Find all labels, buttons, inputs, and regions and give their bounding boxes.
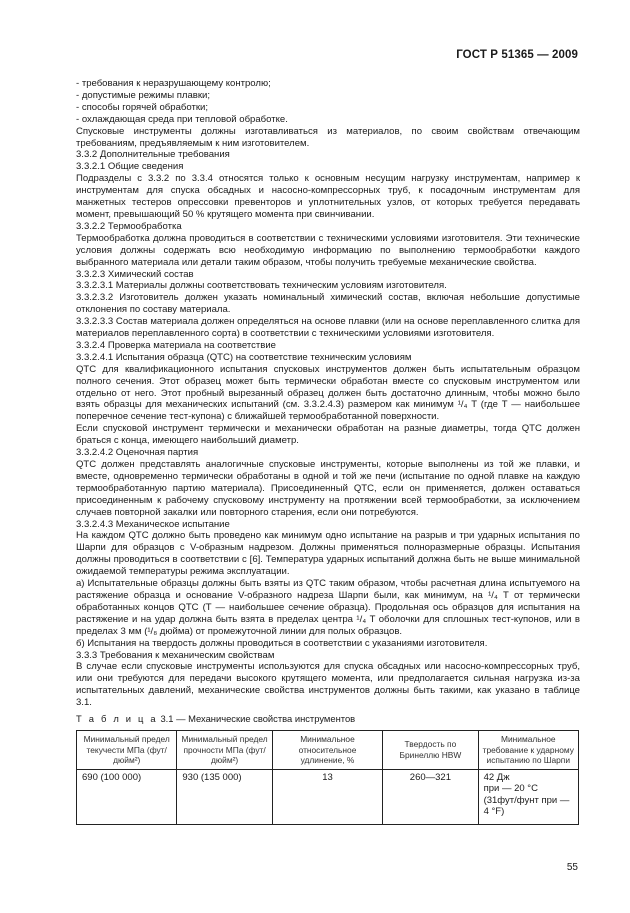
section-heading: 3.3.2.4.1 Испытания образца (QTC) на соответствие техническим условиям (76, 351, 412, 363)
column-header: Минимальный предел прочности МПа (фут/ дюйм²) (177, 731, 272, 770)
paragraph: QTC должен представлять аналогичные спусковые инструменты, которые выполнены из той же плавки, и вместе, одновременно термически обработаны в одной и той же печи (испытание по одной плавке на каждую термообработанную партию материала). Присоединенный QTC, если он применяется, должен оставаться присоединенным к рабочему спусковому инструменту на протяжении всей термообработки, за исключением случаев повторной закалки или повторного старения, если они потребуются. (76, 459, 580, 518)
paragraph: Спусковые инструменты должны изготавливаться из материалов, по своим свойствам отвечающим требованиям, предъявляемым к ним изготовителем. (76, 125, 580, 149)
section-heading: 3.3.2.3 Химический состав (76, 268, 194, 280)
paragraph: б) Испытания на твердость должны проводиться в соответствии с указаниями изготовителя. (76, 637, 488, 649)
table-caption-text: 3.1 — Механические свойства инструментов (160, 713, 356, 724)
section-heading: 3.3.2.1 Общие сведения (76, 161, 184, 173)
paragraph: 3.3.2.3.3 Состав материала должен определяться на основе плавки (или на основе переплавленного слитка для материалов переплавленного сорта) в соответствии с техническими условиями изготовителя. (76, 316, 580, 340)
paragraph: На каждом QTC должно быть проведено как минимум одно испытание на разрыв и три ударных испытания по Шарпи для образцов с V-образным надрезом. Должны применяться полноразмерные образцы. Испытания должны проводиться в соответствии с [6]. Температура ударных испытаний должна быть не выше минимальной ожидаемой температуры режима эксплуатации. (76, 530, 580, 578)
column-header: Минимальное относительное удлинение, % (272, 731, 382, 770)
table-caption (76, 713, 355, 724)
list-item: - способы горячей обработки; (76, 101, 208, 113)
list-item: - охлаждающая среда при тепловой обработке. (76, 113, 288, 125)
body-text (76, 78, 580, 709)
section-heading: 3.3.3 Требования к механическим свойствам (76, 649, 275, 661)
paragraph: Термообработка должна проводиться в соответствии с техническими условиями изготовителя. Эти технические условия должны содержать всю необходимую информацию по выполнению термообработки каждого выбранного материала или детали таким образом, чтобы получить требуемые механические свойства. (76, 232, 580, 268)
section-heading: 3.3.2 Дополнительные требования (76, 149, 230, 161)
column-header: Минимальный предел текучести МПа (фут/дюйм²) (77, 731, 177, 770)
column-header: Твердость по Бринеллю HBW (383, 731, 478, 770)
table-header-row (77, 731, 579, 770)
table-row (77, 769, 579, 824)
list-item: - допустимые режимы плавки; (76, 89, 211, 101)
section-heading: 3.3.2.4 Проверка материала на соответствие (76, 339, 276, 351)
paragraph: Подразделы с 3.3.2 по 3.3.4 относятся только к основным несущим нагрузку инструментам, например к инструментам для спуска обсадных и насосно-компрессорных труб, к посадочным инструментам для манжетных тестеров опрессовки превенторов и уплотнительных узлов, от которых требуется передавать момент, превышающий 50 % крутящего момента при свинчивании. (76, 173, 580, 220)
impact-line: при — 20 °С (483, 783, 538, 794)
mechanical-properties-table (76, 730, 579, 825)
table-caption-label: Т а б л и ц а (76, 713, 158, 724)
paragraph: 3.3.2.3.2 Изготовитель должен указать номинальный химический состав, включая небольшие допустимые отклонения по составу материала. (76, 292, 580, 316)
document-id: ГОСТ Р 51365 — 2009 (456, 49, 578, 61)
paragraph: 3.3.2.3.1 Материалы должны соответствовать техническим условиям изготовителя. (76, 280, 447, 292)
paragraph: а) Испытательные образцы должны быть взяты из QTC таким образом, чтобы расчетная длина испытуемого на растяжение образца и основание V-образного надреза Шарпи были, как минимум, на ¹/₄ T от термически обработанных концов QTC (T — наибольшее сечение образца). Продольная ось образцов для испытания на растяжение и на удар должна быть взята в пределах центра ¹/₄ T оболочки для сплошных тест-купонов, или в пределах 3 мм (¹/₈ дюйма) от промежуточной линии для полых образцов. (76, 578, 580, 637)
page-number: 55 (566, 862, 578, 873)
section-heading: 3.3.2.2 Термообработка (76, 220, 182, 232)
impact-line: (31фут/фунт при — 4 °F) (483, 794, 570, 817)
cell-yield: 690 (100 000) (77, 769, 177, 824)
column-header: Минимальное требование к ударному испытанию по Шарпи (478, 731, 578, 770)
section-heading: 3.3.2.4.3 Механическое испытание (76, 518, 230, 530)
cell-hardness: 260—321 (383, 769, 478, 824)
list-item: - требования к неразрушающему контролю; (76, 78, 271, 89)
paragraph: QTC для квалификационного испытания спусковых инструментов должен быть испытательным образцом полного сечения. Этот образец может быть термически обработан вместе со спусковым инструментом или отдельно от него. Этот пробный вырезанный образец должен быть достаточно длинным, чтобы можно было взять образцы для механических испытаний (см. 3.3.2.4.3) размером как минимум ¹/₄ T (где T — наибольшее поперечное сечение тест-купона) с ближайшей термообработанной поверхности. (76, 363, 580, 423)
impact-line: 42 Дж (483, 771, 510, 783)
paragraph: В случае если спусковые инструменты используются для спуска обсадных или насосно-компрессорных труб, или они требуются для передачи высокого крутящего момента, или предполагается сильная нагрузка из-за испытательных давлений, механические свойства инструментов должны быть такими, как указано в таблице 3.1. (76, 661, 580, 709)
cell-impact (478, 769, 578, 824)
section-heading: 3.3.2.4.2 Оценочная партия (76, 447, 199, 459)
paragraph: Если спусковой инструмент термически и механически обработан на разные диаметры, тогда QTC должен браться с конца, имеющего наибольший диаметр. (76, 423, 580, 447)
cell-elongation: 13 (272, 769, 382, 824)
cell-tensile: 930 (135 000) (177, 769, 272, 824)
